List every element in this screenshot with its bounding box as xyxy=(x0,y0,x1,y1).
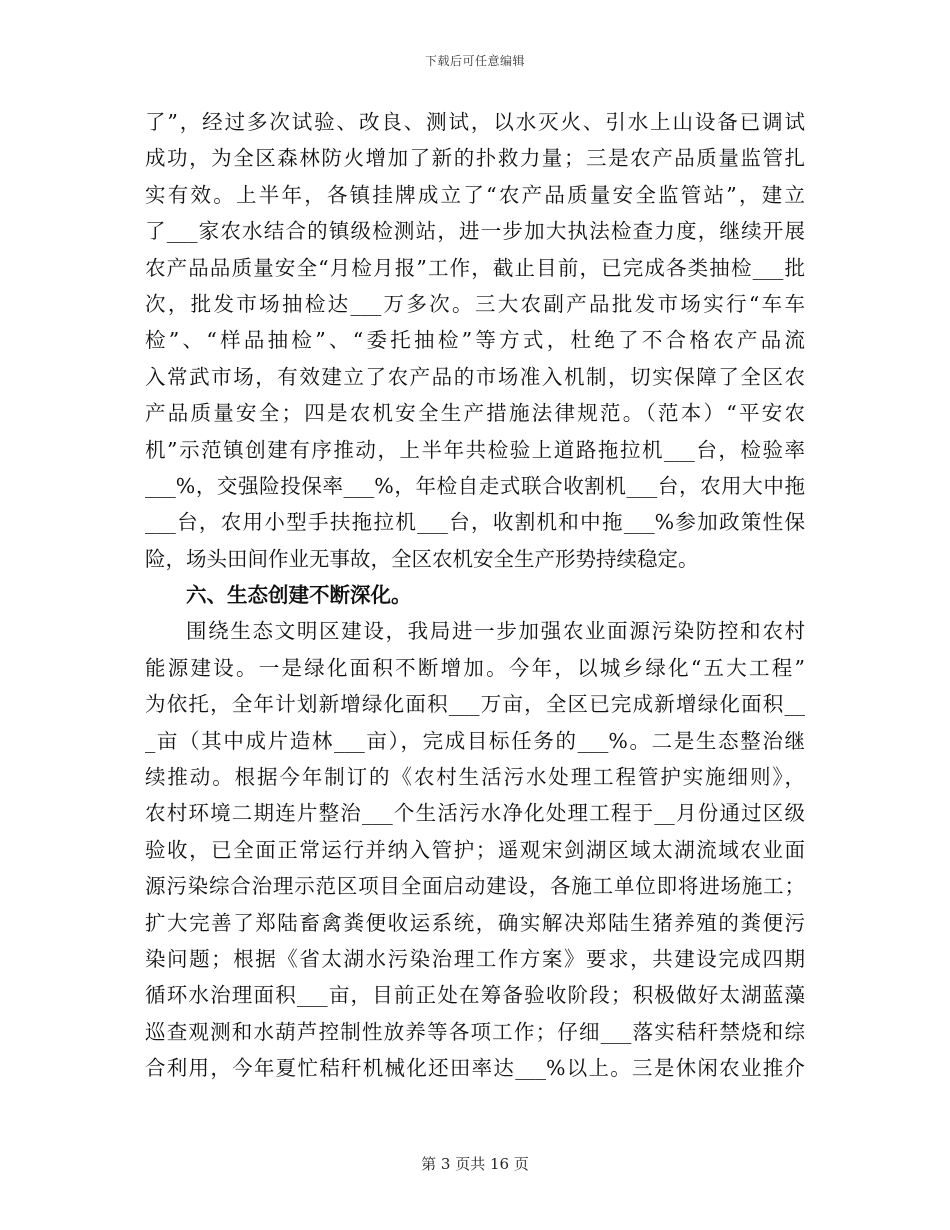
paragraph-line: 检”、“样品抽检”、“委托抽检”等方式，杜绝了不合格农产品流 xyxy=(145,328,805,353)
paragraph-line: 机”示范镇创建有序推动，上半年共检验上道路拖拉机___台，检验率 xyxy=(145,437,805,462)
paragraph-line: 巡查观测和水葫芦控制性放养等各项工作；仔细___落实秸秆禁烧和综 xyxy=(145,1019,805,1044)
paragraph-line: 围绕生态文明区建设，我局进一步加强农业面源污染防控和农村 xyxy=(186,619,805,644)
paragraph-line: 产品质量安全；四是农机安全生产措施法律规范。（范本）“平安农 xyxy=(145,401,805,426)
paragraph-line: 实有效。上半年，各镇挂牌成立了“农产品质量安全监管站”，建立 xyxy=(145,182,805,207)
paragraph-line: 入常武市场，有效建立了农产品的市场准入机制，切实保障了全区农 xyxy=(145,364,805,389)
body-text xyxy=(145,104,805,1087)
paragraph-line: 染问题；根据《省太湖水污染治理工作方案》要求，共建设完成四期 xyxy=(145,946,805,971)
paragraph-line: 为依托，全年计划新增绿化面积___万亩，全区已完成新增绿化面积__ xyxy=(145,692,805,717)
paragraph-line: 验收，已全面正常运行并纳入管护；遥观宋剑湖区域太湖流域农业面 xyxy=(145,837,805,862)
paragraph-line: 了”，经过多次试验、改良、测试，以水灭火、引水上山设备已调试 xyxy=(145,110,805,134)
paragraph-line: 能源建设。一是绿化面积不断增加。今年，以城乡绿化“五大工程” xyxy=(145,655,805,680)
page-footer: 第 3 页共 16 页 xyxy=(421,1155,529,1173)
paragraph-line: 了___家农水结合的镇级检测站，进一步加大执法检查力度，继续开展 xyxy=(145,219,805,244)
paragraph-line: 次，批发市场抽检达___万多次。三大农副产品批发市场实行“车车 xyxy=(145,291,805,316)
paragraph-line: 循环水治理面积___亩，目前正处在筹备验收阶段；积极做好太湖蓝藻 xyxy=(145,983,805,1008)
paragraph-line: 源污染综合治理示范区项目全面启动建设，各施工单位即将进场施工； xyxy=(145,874,805,899)
paragraph-line: 险，场头田间作业无事故，全区农机安全生产形势持续稳定。 xyxy=(145,546,699,571)
paragraph-line: ___台，农用小型手扶拖拉机___台，收割机和中拖___%参加政策性保 xyxy=(145,510,805,535)
paragraph-line: 农村环境二期连片整治___个生活污水净化处理工程于__月份通过区级 xyxy=(145,801,805,826)
page-header: 下载后可任意编辑 xyxy=(424,54,525,68)
paragraph-line: 成功，为全区森林防火增加了新的扑救力量；三是农产品质量监管扎 xyxy=(145,146,805,171)
paragraph-line: 合利用，今年夏忙秸秆机械化还田率达___%以上。三是休闲农业推介 xyxy=(145,1056,805,1081)
paragraph-line: ___%，交强险投保率___%，年检自走式联合收割机___台，农用大中拖 xyxy=(145,473,805,498)
paragraph-line: 农产品品质量安全“月检月报”工作，截止目前，已完成各类抽检___批 xyxy=(145,255,805,280)
paragraph-line: 续推动。根据今年制订的《农村生活污水处理工程管护实施细则》， xyxy=(145,765,805,790)
paragraph-line: _亩（其中成片造林___亩），完成目标任务的___%。二是生态整治继 xyxy=(145,728,805,753)
section-heading: 六、生态创建不断深化。 xyxy=(186,583,412,608)
paragraph-line: 扩大完善了郑陆畜禽粪便收运系统，确实解决郑陆生猪养殖的粪便污 xyxy=(145,910,805,935)
